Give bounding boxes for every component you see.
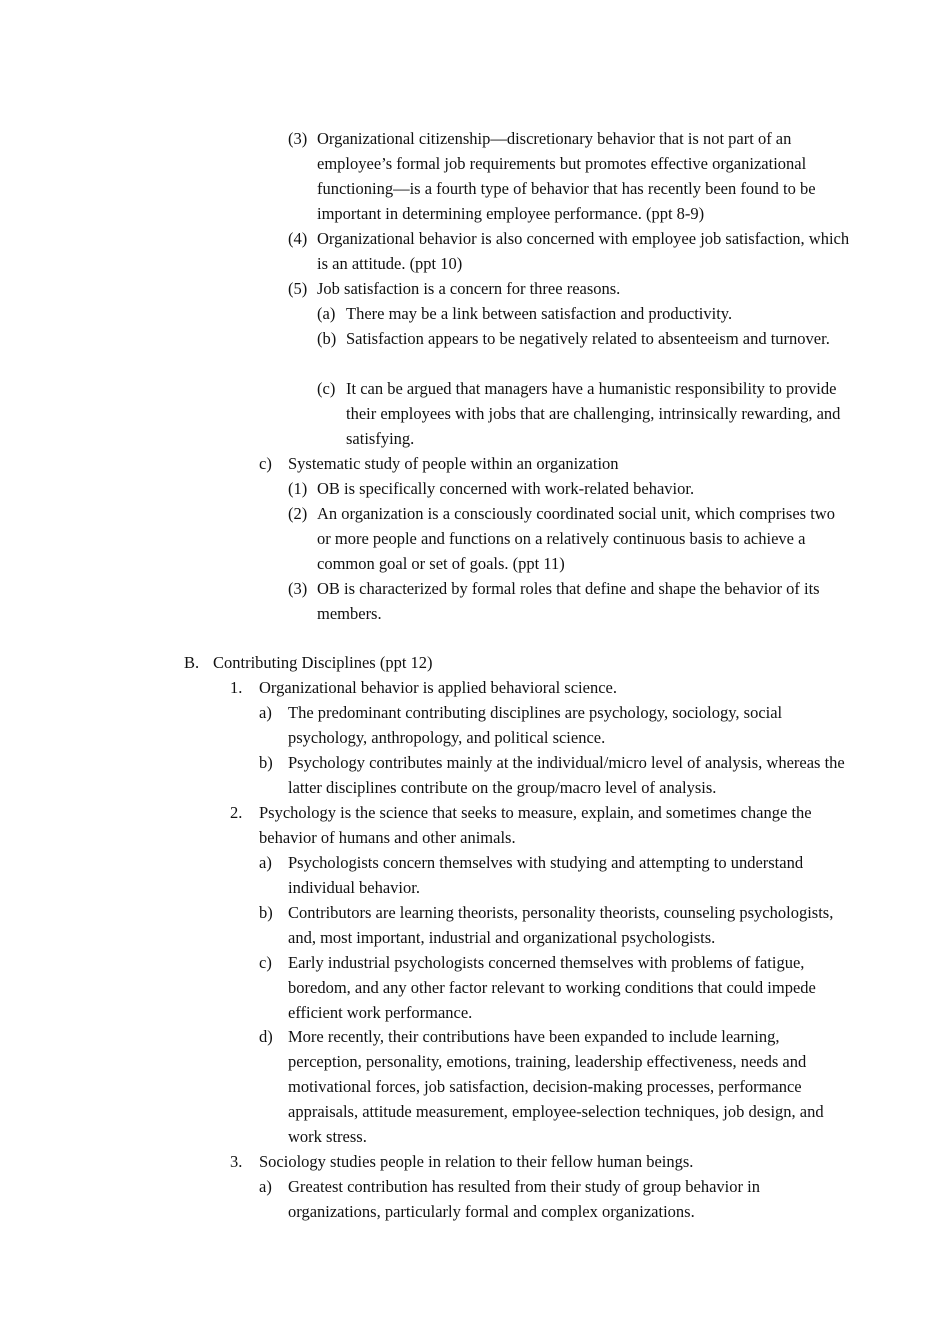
item-text: Contributing Disciplines (ppt 12) <box>213 653 433 672</box>
item-label: c) <box>259 454 272 473</box>
list-item <box>288 276 850 301</box>
item-label: (a) <box>317 304 336 323</box>
item-text: Organizational behavior is applied behavioral science. <box>259 678 617 697</box>
item-label: a) <box>259 703 272 722</box>
item-label: (c) <box>317 379 336 398</box>
item-text: Psychology is the science that seeks to measure, explain, and sometimes change the behavior of humans and other animals. <box>259 803 812 847</box>
item-label: (1) <box>288 479 308 498</box>
list-item <box>230 800 850 850</box>
item-label: (3) <box>288 579 308 598</box>
item-text: Psychology contributes mainly at the individual/micro level of analysis, whereas the latter disciplines contribute on the group/macro level of analysis. <box>288 753 845 797</box>
item-label: c) <box>259 953 272 972</box>
item-text: OB is specifically concerned with work-related behavior. <box>317 479 695 498</box>
item-label: (3) <box>288 129 308 148</box>
list-item <box>259 900 850 950</box>
list-item <box>288 476 850 501</box>
item-text: The predominant contributing disciplines are psychology, sociology, social psychology, anthropology, and political science. <box>288 703 783 747</box>
list-item <box>230 1149 850 1174</box>
item-text: Organizational citizenship—discretionary behavior that is not part of an employee’s formal job requirements but promotes effective organizational functioning—is a fourth type of behavior that has recently been found to be important in determining employee performance. (ppt 8-9) <box>317 129 816 223</box>
list-item <box>259 700 850 750</box>
item-label: b) <box>259 753 273 772</box>
list-item <box>317 376 850 451</box>
item-text: Greatest contribution has resulted from their study of group behavior in organizations, particularly formal and complex organizations. <box>288 1177 760 1221</box>
item-text: Systematic study of people within an organization <box>288 454 619 473</box>
item-text: OB is characterized by formal roles that define and shape the behavior of its members. <box>317 579 820 623</box>
item-label: a) <box>259 1177 272 1196</box>
list-item <box>230 675 850 700</box>
item-label: 1. <box>230 678 243 697</box>
item-label: b) <box>259 903 273 922</box>
item-text: Satisfaction appears to be negatively related to absenteeism and turnover. <box>346 329 830 348</box>
item-text: More recently, their contributions have been expanded to include learning, perception, personality, emotions, training, leadership effectiveness, needs and motivational forces, job satisfaction, decision-making processes, performance appraisals, attitude measurement, employee-selection techniques, job design, and work stress. <box>288 1027 824 1146</box>
list-item <box>259 451 850 476</box>
item-text: It can be argued that managers have a humanistic responsibility to provide their employees with jobs that are challenging, intrinsically rewarding, and satisfying. <box>346 379 841 448</box>
section-heading <box>184 650 850 675</box>
item-text: There may be a link between satisfaction and productivity. <box>346 304 733 323</box>
item-text: Sociology studies people in relation to their fellow human beings. <box>259 1152 694 1171</box>
item-text: Contributors are learning theorists, personality theorists, counseling psychologists, and, most important, industrial and organizational psychologists. <box>288 903 834 947</box>
list-item <box>317 326 850 351</box>
list-item <box>288 576 850 626</box>
item-label: 3. <box>230 1152 243 1171</box>
item-label: a) <box>259 853 272 872</box>
item-label: d) <box>259 1027 273 1046</box>
item-label: (4) <box>288 229 308 248</box>
item-text: Early industrial psychologists concerned themselves with problems of fatigue, boredom, and any other factor relevant to working conditions that could impede efficient work performance. <box>288 953 816 1022</box>
item-label: 2. <box>230 803 243 822</box>
list-item <box>259 750 850 800</box>
list-item <box>259 850 850 900</box>
list-item <box>259 1174 850 1224</box>
item-text: Organizational behavior is also concerned with employee job satisfaction, which is an attitude. (ppt 10) <box>317 229 850 273</box>
list-item <box>317 301 850 326</box>
item-label: (2) <box>288 504 308 523</box>
item-text: An organization is a consciously coordinated social unit, which comprises two or more people and functions on a relatively continuous basis to achieve a common goal or set of goals. (ppt 11) <box>317 504 835 573</box>
list-item <box>259 1024 850 1149</box>
list-item <box>288 501 850 576</box>
list-item <box>288 226 850 276</box>
list-item <box>288 126 850 226</box>
item-label: B. <box>184 653 200 672</box>
item-text: Psychologists concern themselves with studying and attempting to understand individual behavior. <box>288 853 804 897</box>
item-label: (5) <box>288 279 308 298</box>
item-label: (b) <box>317 329 337 348</box>
list-item <box>259 950 850 1025</box>
item-text: Job satisfaction is a concern for three reasons. <box>317 279 621 298</box>
